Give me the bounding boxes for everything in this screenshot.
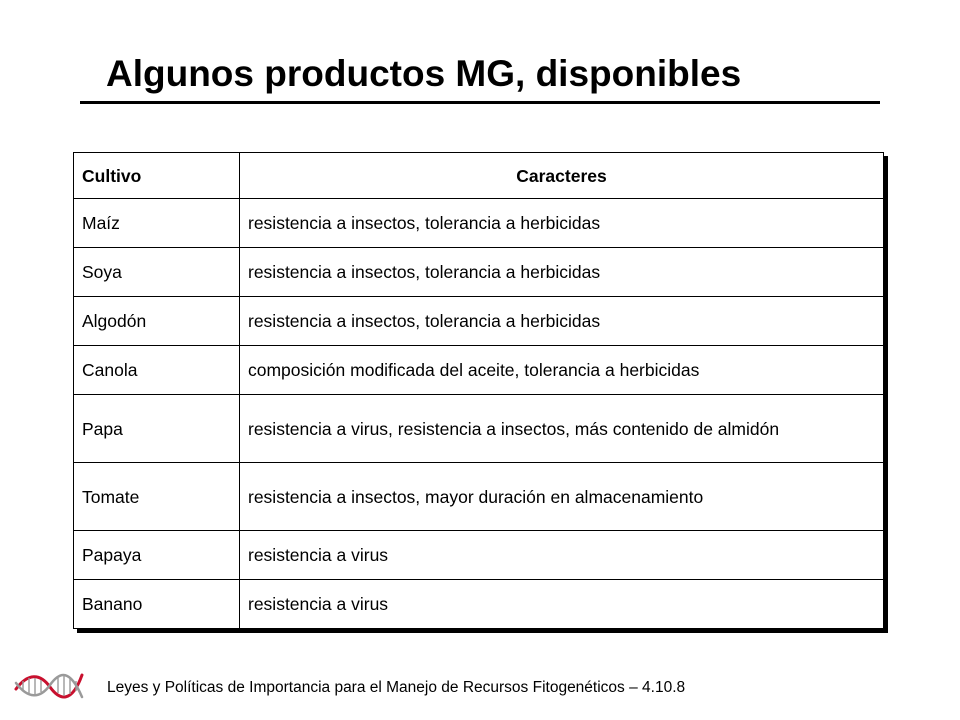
cell-caracteres: resistencia a virus: [240, 531, 884, 580]
products-table: [73, 152, 884, 629]
table-row: [74, 297, 884, 346]
header-cultivo: Cultivo: [74, 153, 240, 199]
table-row: [74, 463, 884, 531]
cell-cultivo: Soya: [74, 248, 240, 297]
table-row: [74, 395, 884, 463]
cell-caracteres: resistencia a insectos, tolerancia a herbicidas: [240, 248, 884, 297]
table-row: [74, 199, 884, 248]
cell-caracteres: resistencia a insectos, mayor duración en almacenamiento: [240, 463, 884, 531]
header-caracteres: Caracteres: [240, 153, 884, 199]
dna-helix-icon: [14, 667, 84, 705]
cell-caracteres: resistencia a insectos, tolerancia a herbicidas: [240, 199, 884, 248]
cell-caracteres: resistencia a virus: [240, 580, 884, 629]
cell-cultivo: Maíz: [74, 199, 240, 248]
cell-cultivo: Canola: [74, 346, 240, 395]
products-table-container: [73, 152, 884, 629]
cell-cultivo: Algodón: [74, 297, 240, 346]
slide-title: Algunos productos MG, disponibles: [106, 53, 742, 94]
cell-caracteres: resistencia a virus, resistencia a insectos, más contenido de almidón: [240, 395, 884, 463]
cell-caracteres: resistencia a insectos, tolerancia a herbicidas: [240, 297, 884, 346]
table-header-row: [74, 153, 884, 199]
cell-cultivo: Banano: [74, 580, 240, 629]
table-row: [74, 248, 884, 297]
title-underline: [80, 101, 880, 104]
table-row: [74, 580, 884, 629]
cell-cultivo: Papaya: [74, 531, 240, 580]
cell-cultivo: Papa: [74, 395, 240, 463]
table-row: [74, 346, 884, 395]
cell-caracteres: composición modificada del aceite, tolerancia a herbicidas: [240, 346, 884, 395]
footer-caption: Leyes y Políticas de Importancia para el Manejo de Recursos Fitogenéticos – 4.10.8: [107, 679, 686, 696]
table-row: [74, 531, 884, 580]
cell-cultivo: Tomate: [74, 463, 240, 531]
